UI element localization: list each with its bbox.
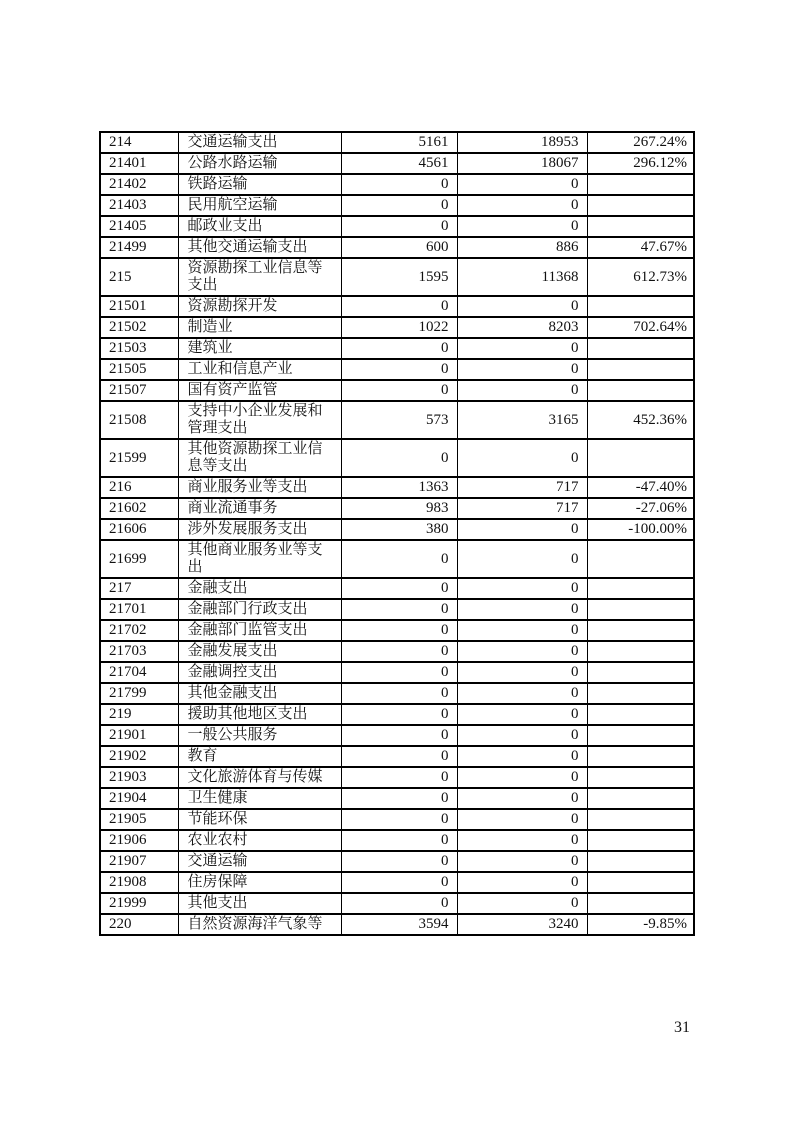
table-row — [100, 914, 694, 935]
value1-cell: 0 — [341, 296, 457, 317]
code-cell: 21499 — [100, 237, 178, 258]
value1-cell: 0 — [341, 809, 457, 830]
value2-cell: 18953 — [457, 132, 587, 153]
value2-cell: 0 — [457, 872, 587, 893]
table-row — [100, 578, 694, 599]
table-row — [100, 237, 694, 258]
table-row — [100, 599, 694, 620]
name-cell: 其他商业服务业等支出 — [178, 540, 341, 578]
name-cell: 其他资源勘探工业信息等支出 — [178, 439, 341, 477]
table-row — [100, 851, 694, 872]
value1-cell: 0 — [341, 338, 457, 359]
value1-cell: 0 — [341, 788, 457, 809]
percent-cell — [587, 296, 694, 317]
value1-cell: 5161 — [341, 132, 457, 153]
table-row — [100, 809, 694, 830]
table-row — [100, 195, 694, 216]
value2-cell: 0 — [457, 620, 587, 641]
value2-cell: 0 — [457, 578, 587, 599]
code-cell: 21503 — [100, 338, 178, 359]
value2-cell: 0 — [457, 641, 587, 662]
value2-cell: 0 — [457, 599, 587, 620]
value2-cell: 0 — [457, 338, 587, 359]
name-cell: 金融部门监管支出 — [178, 620, 341, 641]
percent-cell — [587, 662, 694, 683]
value2-cell: 717 — [457, 498, 587, 519]
value2-cell: 11368 — [457, 258, 587, 296]
percent-cell — [587, 704, 694, 725]
code-cell: 21905 — [100, 809, 178, 830]
value1-cell: 0 — [341, 683, 457, 704]
code-cell: 21602 — [100, 498, 178, 519]
code-cell: 21906 — [100, 830, 178, 851]
percent-cell: 267.24% — [587, 132, 694, 153]
percent-cell — [587, 809, 694, 830]
value2-cell: 3240 — [457, 914, 587, 935]
percent-cell — [587, 439, 694, 477]
value2-cell: 0 — [457, 216, 587, 237]
percent-cell — [587, 746, 694, 767]
percent-cell: 452.36% — [587, 401, 694, 439]
value2-cell: 0 — [457, 788, 587, 809]
code-cell: 21907 — [100, 851, 178, 872]
name-cell: 资源勘探开发 — [178, 296, 341, 317]
value1-cell: 573 — [341, 401, 457, 439]
table-row — [100, 683, 694, 704]
table-row — [100, 725, 694, 746]
value1-cell: 0 — [341, 767, 457, 788]
table-row — [100, 872, 694, 893]
name-cell: 节能环保 — [178, 809, 341, 830]
value1-cell: 0 — [341, 540, 457, 578]
value1-cell: 1022 — [341, 317, 457, 338]
code-cell: 219 — [100, 704, 178, 725]
value2-cell: 0 — [457, 704, 587, 725]
table-row — [100, 258, 694, 296]
code-cell: 214 — [100, 132, 178, 153]
code-cell: 21505 — [100, 359, 178, 380]
percent-cell — [587, 338, 694, 359]
code-cell: 21703 — [100, 641, 178, 662]
percent-cell — [587, 830, 694, 851]
value2-cell: 0 — [457, 830, 587, 851]
percent-cell — [587, 380, 694, 401]
value1-cell: 0 — [341, 174, 457, 195]
percent-cell: 47.67% — [587, 237, 694, 258]
code-cell: 216 — [100, 477, 178, 498]
table-row — [100, 498, 694, 519]
value1-cell: 0 — [341, 641, 457, 662]
percent-cell — [587, 216, 694, 237]
code-cell: 21903 — [100, 767, 178, 788]
value2-cell: 0 — [457, 809, 587, 830]
name-cell: 国有资产监管 — [178, 380, 341, 401]
table-row — [100, 338, 694, 359]
value1-cell: 0 — [341, 893, 457, 914]
table-row — [100, 746, 694, 767]
table-row — [100, 380, 694, 401]
code-cell: 21405 — [100, 216, 178, 237]
value2-cell: 18067 — [457, 153, 587, 174]
code-cell: 21501 — [100, 296, 178, 317]
value2-cell: 0 — [457, 746, 587, 767]
value1-cell: 0 — [341, 704, 457, 725]
code-cell: 215 — [100, 258, 178, 296]
percent-cell — [587, 599, 694, 620]
name-cell: 文化旅游体育与传媒 — [178, 767, 341, 788]
name-cell: 金融调控支出 — [178, 662, 341, 683]
table-row — [100, 477, 694, 498]
name-cell: 教育 — [178, 746, 341, 767]
percent-cell — [587, 872, 694, 893]
percent-cell — [587, 195, 694, 216]
value1-cell: 0 — [341, 216, 457, 237]
code-cell: 21403 — [100, 195, 178, 216]
percent-cell: 612.73% — [587, 258, 694, 296]
name-cell: 商业流通事务 — [178, 498, 341, 519]
name-cell: 民用航空运输 — [178, 195, 341, 216]
value1-cell: 0 — [341, 851, 457, 872]
percent-cell — [587, 893, 694, 914]
name-cell: 金融支出 — [178, 578, 341, 599]
table-row — [100, 662, 694, 683]
name-cell: 自然资源海洋气象等 — [178, 914, 341, 935]
value1-cell: 380 — [341, 519, 457, 540]
value1-cell: 600 — [341, 237, 457, 258]
table-row — [100, 401, 694, 439]
budget-table — [99, 131, 695, 936]
value1-cell: 0 — [341, 359, 457, 380]
code-cell: 217 — [100, 578, 178, 599]
name-cell: 金融发展支出 — [178, 641, 341, 662]
value2-cell: 3165 — [457, 401, 587, 439]
code-cell: 220 — [100, 914, 178, 935]
name-cell: 制造业 — [178, 317, 341, 338]
value1-cell: 0 — [341, 439, 457, 477]
value2-cell: 0 — [457, 893, 587, 914]
code-cell: 21702 — [100, 620, 178, 641]
value1-cell: 0 — [341, 725, 457, 746]
code-cell: 21704 — [100, 662, 178, 683]
percent-cell — [587, 683, 694, 704]
code-cell: 21508 — [100, 401, 178, 439]
code-cell: 21599 — [100, 439, 178, 477]
table-row — [100, 788, 694, 809]
value1-cell: 0 — [341, 620, 457, 641]
percent-cell — [587, 540, 694, 578]
code-cell: 21606 — [100, 519, 178, 540]
percent-cell: -27.06% — [587, 498, 694, 519]
value2-cell: 0 — [457, 662, 587, 683]
value2-cell: 0 — [457, 519, 587, 540]
value2-cell: 0 — [457, 174, 587, 195]
table-row — [100, 519, 694, 540]
value2-cell: 0 — [457, 195, 587, 216]
percent-cell: -100.00% — [587, 519, 694, 540]
value2-cell: 0 — [457, 683, 587, 704]
budget-table-body — [100, 132, 694, 935]
value1-cell: 0 — [341, 195, 457, 216]
code-cell: 21402 — [100, 174, 178, 195]
value2-cell: 0 — [457, 439, 587, 477]
table-row — [100, 132, 694, 153]
name-cell: 商业服务业等支出 — [178, 477, 341, 498]
name-cell: 金融部门行政支出 — [178, 599, 341, 620]
table-row — [100, 767, 694, 788]
code-cell: 21799 — [100, 683, 178, 704]
percent-cell — [587, 788, 694, 809]
value2-cell: 8203 — [457, 317, 587, 338]
name-cell: 涉外发展服务支出 — [178, 519, 341, 540]
code-cell: 21908 — [100, 872, 178, 893]
code-cell: 21902 — [100, 746, 178, 767]
code-cell: 21701 — [100, 599, 178, 620]
table-row — [100, 830, 694, 851]
value2-cell: 0 — [457, 851, 587, 872]
table-row — [100, 317, 694, 338]
value1-cell: 3594 — [341, 914, 457, 935]
table-row — [100, 704, 694, 725]
value2-cell: 0 — [457, 725, 587, 746]
code-cell: 21401 — [100, 153, 178, 174]
value1-cell: 0 — [341, 872, 457, 893]
percent-cell — [587, 359, 694, 380]
code-cell: 21901 — [100, 725, 178, 746]
percent-cell — [587, 174, 694, 195]
table-row — [100, 439, 694, 477]
value2-cell: 886 — [457, 237, 587, 258]
table-row — [100, 153, 694, 174]
value2-cell: 0 — [457, 380, 587, 401]
name-cell: 邮政业支出 — [178, 216, 341, 237]
value1-cell: 0 — [341, 746, 457, 767]
table-row — [100, 216, 694, 237]
value1-cell: 0 — [341, 830, 457, 851]
name-cell: 建筑业 — [178, 338, 341, 359]
value1-cell: 1363 — [341, 477, 457, 498]
value1-cell: 0 — [341, 599, 457, 620]
table-row — [100, 620, 694, 641]
value2-cell: 0 — [457, 540, 587, 578]
percent-cell: -9.85% — [587, 914, 694, 935]
percent-cell — [587, 578, 694, 599]
table-row — [100, 641, 694, 662]
percent-cell — [587, 767, 694, 788]
value1-cell: 0 — [341, 578, 457, 599]
percent-cell: -47.40% — [587, 477, 694, 498]
percent-cell: 702.64% — [587, 317, 694, 338]
value2-cell: 717 — [457, 477, 587, 498]
value1-cell: 0 — [341, 662, 457, 683]
value1-cell: 1595 — [341, 258, 457, 296]
name-cell: 公路水路运输 — [178, 153, 341, 174]
table-row — [100, 893, 694, 914]
name-cell: 其他金融支出 — [178, 683, 341, 704]
name-cell: 其他交通运输支出 — [178, 237, 341, 258]
name-cell: 资源勘探工业信息等支出 — [178, 258, 341, 296]
value2-cell: 0 — [457, 359, 587, 380]
name-cell: 住房保障 — [178, 872, 341, 893]
value1-cell: 983 — [341, 498, 457, 519]
value1-cell: 4561 — [341, 153, 457, 174]
code-cell: 21699 — [100, 540, 178, 578]
code-cell: 21904 — [100, 788, 178, 809]
code-cell: 21507 — [100, 380, 178, 401]
name-cell: 支持中小企业发展和管理支出 — [178, 401, 341, 439]
table-row — [100, 296, 694, 317]
name-cell: 农业农村 — [178, 830, 341, 851]
percent-cell — [587, 851, 694, 872]
table-row — [100, 174, 694, 195]
table-row — [100, 540, 694, 578]
value2-cell: 0 — [457, 767, 587, 788]
page-number: 31 — [674, 1019, 690, 1036]
name-cell: 卫生健康 — [178, 788, 341, 809]
percent-cell — [587, 725, 694, 746]
name-cell: 交通运输 — [178, 851, 341, 872]
code-cell: 21502 — [100, 317, 178, 338]
percent-cell — [587, 641, 694, 662]
name-cell: 援助其他地区支出 — [178, 704, 341, 725]
name-cell: 一般公共服务 — [178, 725, 341, 746]
table-row — [100, 359, 694, 380]
percent-cell — [587, 620, 694, 641]
name-cell: 铁路运输 — [178, 174, 341, 195]
value2-cell: 0 — [457, 296, 587, 317]
name-cell: 其他支出 — [178, 893, 341, 914]
name-cell: 交通运输支出 — [178, 132, 341, 153]
percent-cell: 296.12% — [587, 153, 694, 174]
value1-cell: 0 — [341, 380, 457, 401]
code-cell: 21999 — [100, 893, 178, 914]
name-cell: 工业和信息产业 — [178, 359, 341, 380]
